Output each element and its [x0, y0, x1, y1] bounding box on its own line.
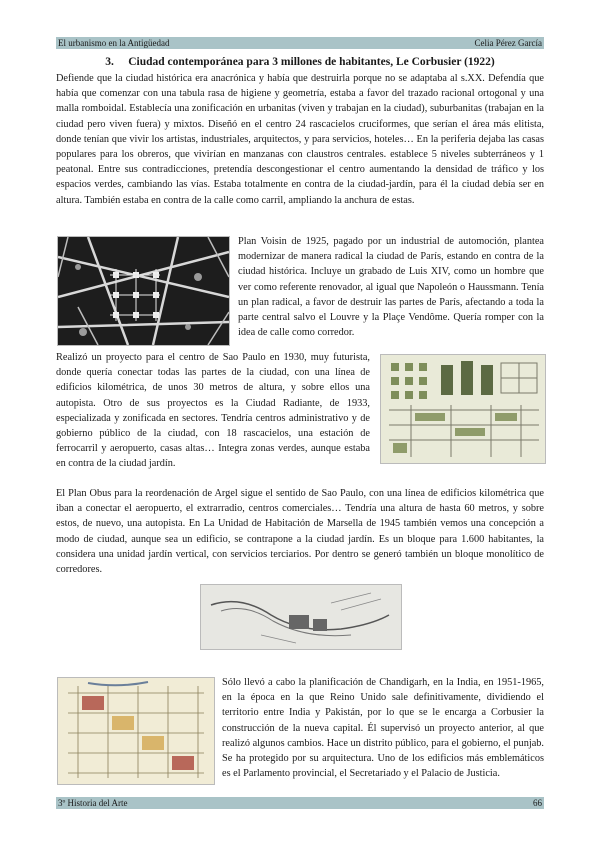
- page-header: [56, 37, 544, 49]
- paragraph-plan-obus: El Plan Obus para la reordenación de Argel sigue el sentido de Sao Paulo, con una línea de edificios kilométrica que iban a conectar el aeropuerto, el extrarradio, centros comerciales… Tendría una altura de hasta 60 metros, y sobre estos, de nuevo, una autopista. En La Unidad de Habitación de Marsella de 1945 también vemos una concepción a modo de ciudad, aunque sea un edificio, se contrapone a la ciudad jardín. Es un bloque para 1.600 habitantes, la considera una unidad jardín vertical, con servicios terciarios. Por dentro se generó también un bloque monolítico de corredores.: [56, 488, 544, 576]
- plan-obus-image: [200, 584, 402, 650]
- paragraph-intro: Defiende que la ciudad histórica era anacrónica y había que destruirla porque no se adaptaba al s.XX. Defendía que había que comenzar con una tabula rasa de higiene y geometría, estaba a favor del trazado racional ortogonal y una malla romboidal. Establecía una zonificación en urbanitas (viven y trabajan en la ciudad), suburbanitas (trabajan en la ciudad pero viven fuera) y mixtos. Diseñó en el centro 24 rascacielos cruciformes, que serían el área más elitista, donde tenían que vivir los artistas, industriales, arquitectos, y para servicios, hoteles… En la periferia dejaba las casas populares para los obreros, que vivirían en manzanas con claustros centrales. establece 5 niveles subterráneos y 1 peatonal. Entre sus contradicciones, pretendía descongestionar el centro aumentando la densidad de tráfico y los espacios verdes, cambiando las vías. Estaba totalmente en contra de la ciudad-jardín, para él la ciudad debía ser en altura. También estaba en contra de la calle como carril, ampliando la anchura de estas.: [56, 73, 544, 206]
- chandigarh-plan-image: [57, 677, 215, 785]
- ciudad-radiante-image: [380, 354, 546, 464]
- section-number: 3.: [105, 56, 114, 68]
- paragraph-chandigarh: Sólo llevó a cabo la planificación de Chandigarh, en la India, en 1951-1965, en la época en la que Reino Unido sale definitivamente, dividiendo el territorio entre India y Pakistán, por lo que se le encarga a Corbusier la construcción de la nueva capital. Él supervisó un proyecto anterior, al que realizó algunos cambios. Hace un distrito público, para el gobierno, el punjab. Se ha protegido por su arquitectura. Uno de los edificios más emblemáticos es el Parlamento provincial, el Secretariado y el Palacio de Justicia.: [222, 677, 544, 780]
- plan-voisin-image: [57, 236, 230, 346]
- footer-left-text: 3º Historia del Arte: [58, 798, 128, 808]
- section-heading: [56, 55, 544, 69]
- page-footer: [56, 797, 544, 809]
- paragraph-plan-voisin: Plan Voisin de 1925, pagado por un industrial de automoción, plantea modernizar de manera radical la ciudad de París, estando en contra de la ciudad histórica. Incluye un grabado de Luis XIV, como un hombre que ver como referente renovador, al igual que Napoleón o Haussmann. Tenía un plan radical, a favor de destruir las partes de París, afectando a toda la parte central salvo el Louvre y la Plaçe Vendôme. Quería romper con la idea de calle como corredor.: [238, 236, 544, 339]
- page-number: 66: [533, 798, 542, 808]
- paragraph-sao-paulo: Realizó un proyecto para el centro de Sao Paulo en 1930, muy futurista, donde quería conectar todas las partes de la ciudad, con una línea de edificios kilométrica, de unos 30 metros de altura, y sobre ellos una autopista. Otro de sus proyectos es la Ciudad Radiante, de 1933, especializada y zonificada en sectores. Tendría centros administrativo y de gobierno público de la ciudad, con 18 rascacielos, una estación de ferrocarril y aeropuerto, casas altas… Integra zonas verdes, aunque estaba en contra de la ciudad jardín.: [56, 352, 370, 470]
- section-title: Ciudad contemporánea para 3 millones de habitantes, Le Corbusier (1922): [128, 56, 495, 68]
- header-right-text: Celia Pérez García: [474, 38, 542, 48]
- header-left-text: El urbanismo en la Antigüedad: [58, 38, 170, 48]
